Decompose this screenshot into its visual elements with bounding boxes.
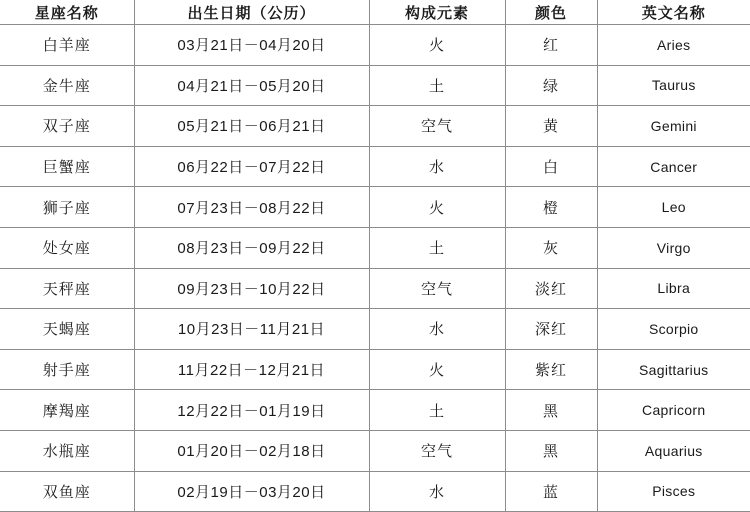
cell-element: 土 (369, 227, 505, 268)
table-row (0, 349, 750, 390)
cell-color: 淡红 (505, 268, 597, 309)
cell-english: Cancer (597, 146, 750, 187)
cell-date: 06月22日－07月22日 (134, 146, 369, 187)
cell-name: 白羊座 (0, 25, 134, 66)
cell-color: 紫红 (505, 349, 597, 390)
cell-english: Libra (597, 268, 750, 309)
cell-date: 07月23日－08月22日 (134, 187, 369, 228)
cell-color: 白 (505, 146, 597, 187)
cell-element: 火 (369, 187, 505, 228)
column-header-date: 出生日期（公历） (134, 0, 369, 25)
cell-element: 空气 (369, 268, 505, 309)
cell-english: Capricorn (597, 390, 750, 431)
table-row (0, 227, 750, 268)
cell-english: Pisces (597, 471, 750, 512)
cell-element: 空气 (369, 430, 505, 471)
cell-english: Leo (597, 187, 750, 228)
cell-name: 双鱼座 (0, 471, 134, 512)
table-row (0, 430, 750, 471)
table-header-row (0, 0, 750, 25)
cell-element: 土 (369, 390, 505, 431)
cell-name: 处女座 (0, 227, 134, 268)
cell-english: Taurus (597, 65, 750, 106)
cell-english: Virgo (597, 227, 750, 268)
cell-date: 11月22日－12月21日 (134, 349, 369, 390)
cell-date: 03月21日－04月20日 (134, 25, 369, 66)
table-row (0, 25, 750, 66)
table-row (0, 106, 750, 147)
cell-name: 天秤座 (0, 268, 134, 309)
table-row (0, 390, 750, 431)
table-row (0, 471, 750, 512)
cell-element: 火 (369, 25, 505, 66)
cell-element: 水 (369, 309, 505, 350)
cell-name: 摩羯座 (0, 390, 134, 431)
cell-color: 蓝 (505, 471, 597, 512)
column-header-name: 星座名称 (0, 0, 134, 25)
cell-date: 08月23日－09月22日 (134, 227, 369, 268)
cell-english: Gemini (597, 106, 750, 147)
table-row (0, 309, 750, 350)
cell-color: 深红 (505, 309, 597, 350)
cell-date: 02月19日－03月20日 (134, 471, 369, 512)
cell-name: 巨蟹座 (0, 146, 134, 187)
cell-element: 火 (369, 349, 505, 390)
cell-date: 12月22日－01月19日 (134, 390, 369, 431)
cell-english: Aries (597, 25, 750, 66)
cell-name: 金牛座 (0, 65, 134, 106)
table-row (0, 268, 750, 309)
cell-color: 黄 (505, 106, 597, 147)
table-row (0, 146, 750, 187)
cell-name: 水瓶座 (0, 430, 134, 471)
column-header-element: 构成元素 (369, 0, 505, 25)
cell-date: 01月20日－02月18日 (134, 430, 369, 471)
table-header (0, 0, 750, 25)
cell-element: 空气 (369, 106, 505, 147)
table-body (0, 25, 750, 512)
cell-color: 黑 (505, 430, 597, 471)
cell-english: Scorpio (597, 309, 750, 350)
cell-element: 水 (369, 146, 505, 187)
cell-element: 水 (369, 471, 505, 512)
cell-name: 射手座 (0, 349, 134, 390)
cell-color: 橙 (505, 187, 597, 228)
cell-date: 09月23日－10月22日 (134, 268, 369, 309)
cell-color: 灰 (505, 227, 597, 268)
table-row (0, 65, 750, 106)
cell-name: 狮子座 (0, 187, 134, 228)
cell-english: Aquarius (597, 430, 750, 471)
cell-date: 04月21日－05月20日 (134, 65, 369, 106)
cell-element: 土 (369, 65, 505, 106)
column-header-color: 颜色 (505, 0, 597, 25)
cell-name: 天蝎座 (0, 309, 134, 350)
table-row (0, 187, 750, 228)
cell-name: 双子座 (0, 106, 134, 147)
cell-color: 绿 (505, 65, 597, 106)
cell-english: Sagittarius (597, 349, 750, 390)
cell-date: 05月21日－06月21日 (134, 106, 369, 147)
column-header-english: 英文名称 (597, 0, 750, 25)
cell-color: 红 (505, 25, 597, 66)
cell-date: 10月23日－11月21日 (134, 309, 369, 350)
cell-color: 黑 (505, 390, 597, 431)
